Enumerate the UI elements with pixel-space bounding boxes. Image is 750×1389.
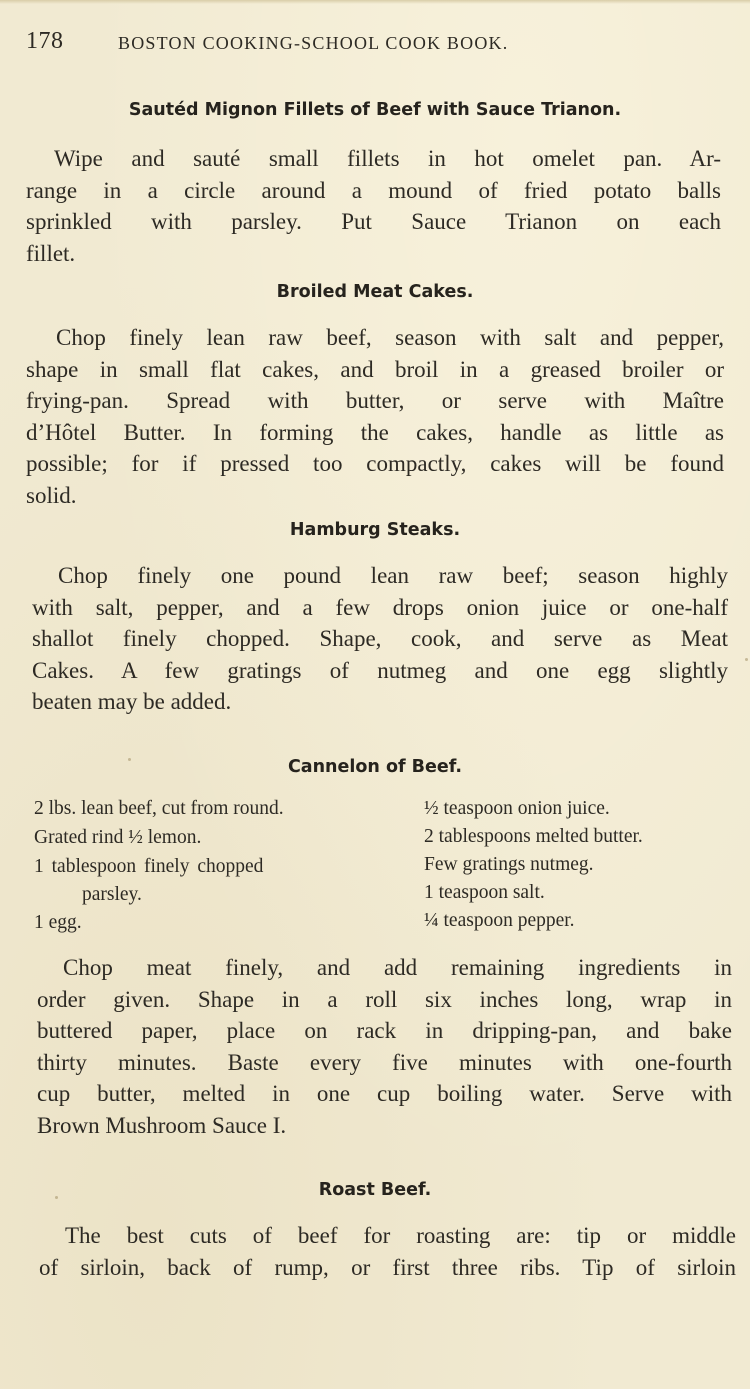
recipe-body-hamburg-steaks	[32, 560, 728, 718]
ingredient-item: 1 egg.	[34, 912, 82, 933]
text-line: of sirloin, back of rump, or first three ribs. Tip of sirloin	[39, 1254, 736, 1280]
page-number: 178	[26, 28, 64, 54]
text-line: shape in small flat cakes, and broil in a greased broiler or	[26, 356, 724, 382]
text-line: thirty minutes. Baste every five minutes with one-fourth	[37, 1049, 732, 1075]
text-line: possible; for if pressed too compactly, cakes will be found	[26, 451, 724, 476]
text-line: Chop meat finely, and add remaining ingredients in	[63, 955, 732, 980]
recipe-title-hamburg-steaks: Hamburg Steaks.	[289, 520, 461, 540]
page-header	[26, 28, 726, 62]
recipe-body-sauted-fillets	[26, 143, 721, 269]
ingredient-item: 1 tablespoon finely chopped	[34, 856, 264, 877]
text-line: Chop finely one pound lean raw beef; season highly	[58, 563, 728, 588]
recipe-body-roast-beef	[39, 1220, 736, 1283]
running-title: BOSTON COOKING-SCHOOL COOK BOOK.	[118, 33, 509, 53]
paper-speck	[128, 758, 131, 761]
ingredient-item: Grated rind ½ lemon.	[34, 827, 202, 848]
text-line: range in a circle around a mound of fried potato balls	[26, 177, 721, 203]
ingredient-item: ¼ teaspoon pepper.	[424, 910, 575, 931]
ingredient-item: 1 teaspoon salt.	[424, 882, 545, 903]
ingredient-item-continuation: parsley.	[82, 884, 142, 905]
text-line: fillet.	[26, 240, 76, 266]
text-line: frying-pan. Spread with butter, or serve with Maître	[26, 388, 724, 413]
text-line: shallot finely chopped. Shape, cook, and serve as Meat	[32, 626, 728, 651]
recipe-title-broiled-meat-cakes: Broiled Meat Cakes.	[276, 282, 474, 302]
paper-speck	[55, 1196, 58, 1199]
text-line: sprinkled with parsley. Put Sauce Trianon on each	[26, 209, 721, 234]
text-line: cup butter, melted in one cup boiling water. Serve with	[37, 1081, 732, 1106]
text-line: Chop finely lean raw beef, season with salt and pepper,	[56, 325, 724, 350]
text-line: d’Hôtel Butter. In forming the cakes, handle as little as	[26, 419, 724, 445]
text-line: Wipe and sauté small fillets in hot omelet pan. Ar-	[54, 146, 721, 171]
ingredient-item: 2 lbs. lean beef, cut from round.	[34, 798, 284, 819]
page-top-edge	[0, 0, 750, 4]
text-line: with salt, pepper, and a few drops onion juice or one-half	[32, 594, 728, 620]
ingredient-item: 2 tablespoons melted butter.	[424, 826, 643, 847]
recipe-title-sauted-fillets: Sautéd Mignon Fillets of Beef with Sauce Trianon.	[128, 100, 622, 120]
recipe-body-cannelon-of-beef	[37, 952, 732, 1141]
text-line: solid.	[26, 482, 77, 508]
text-line: Brown Mushroom Sauce I.	[37, 1112, 287, 1138]
paper-speck	[745, 658, 748, 661]
recipe-title-roast-beef: Roast Beef.	[318, 1180, 432, 1200]
text-line: beaten may be added.	[32, 689, 232, 714]
ingredient-item: ½ teaspoon onion juice.	[424, 798, 610, 819]
recipe-title-cannelon-of-beef: Cannelon of Beef.	[287, 757, 463, 777]
ingredient-item: Few gratings nutmeg.	[424, 854, 594, 875]
text-line: order given. Shape in a roll six inches long, wrap in	[37, 986, 732, 1012]
recipe-body-broiled-meat-cakes	[26, 322, 724, 511]
text-line: buttered paper, place on rack in dripping-pan, and bake	[37, 1018, 732, 1043]
text-line: The best cuts of beef for roasting are: tip or middle	[65, 1223, 736, 1248]
text-line: Cakes. A few gratings of nutmeg and one egg slightly	[32, 657, 728, 683]
